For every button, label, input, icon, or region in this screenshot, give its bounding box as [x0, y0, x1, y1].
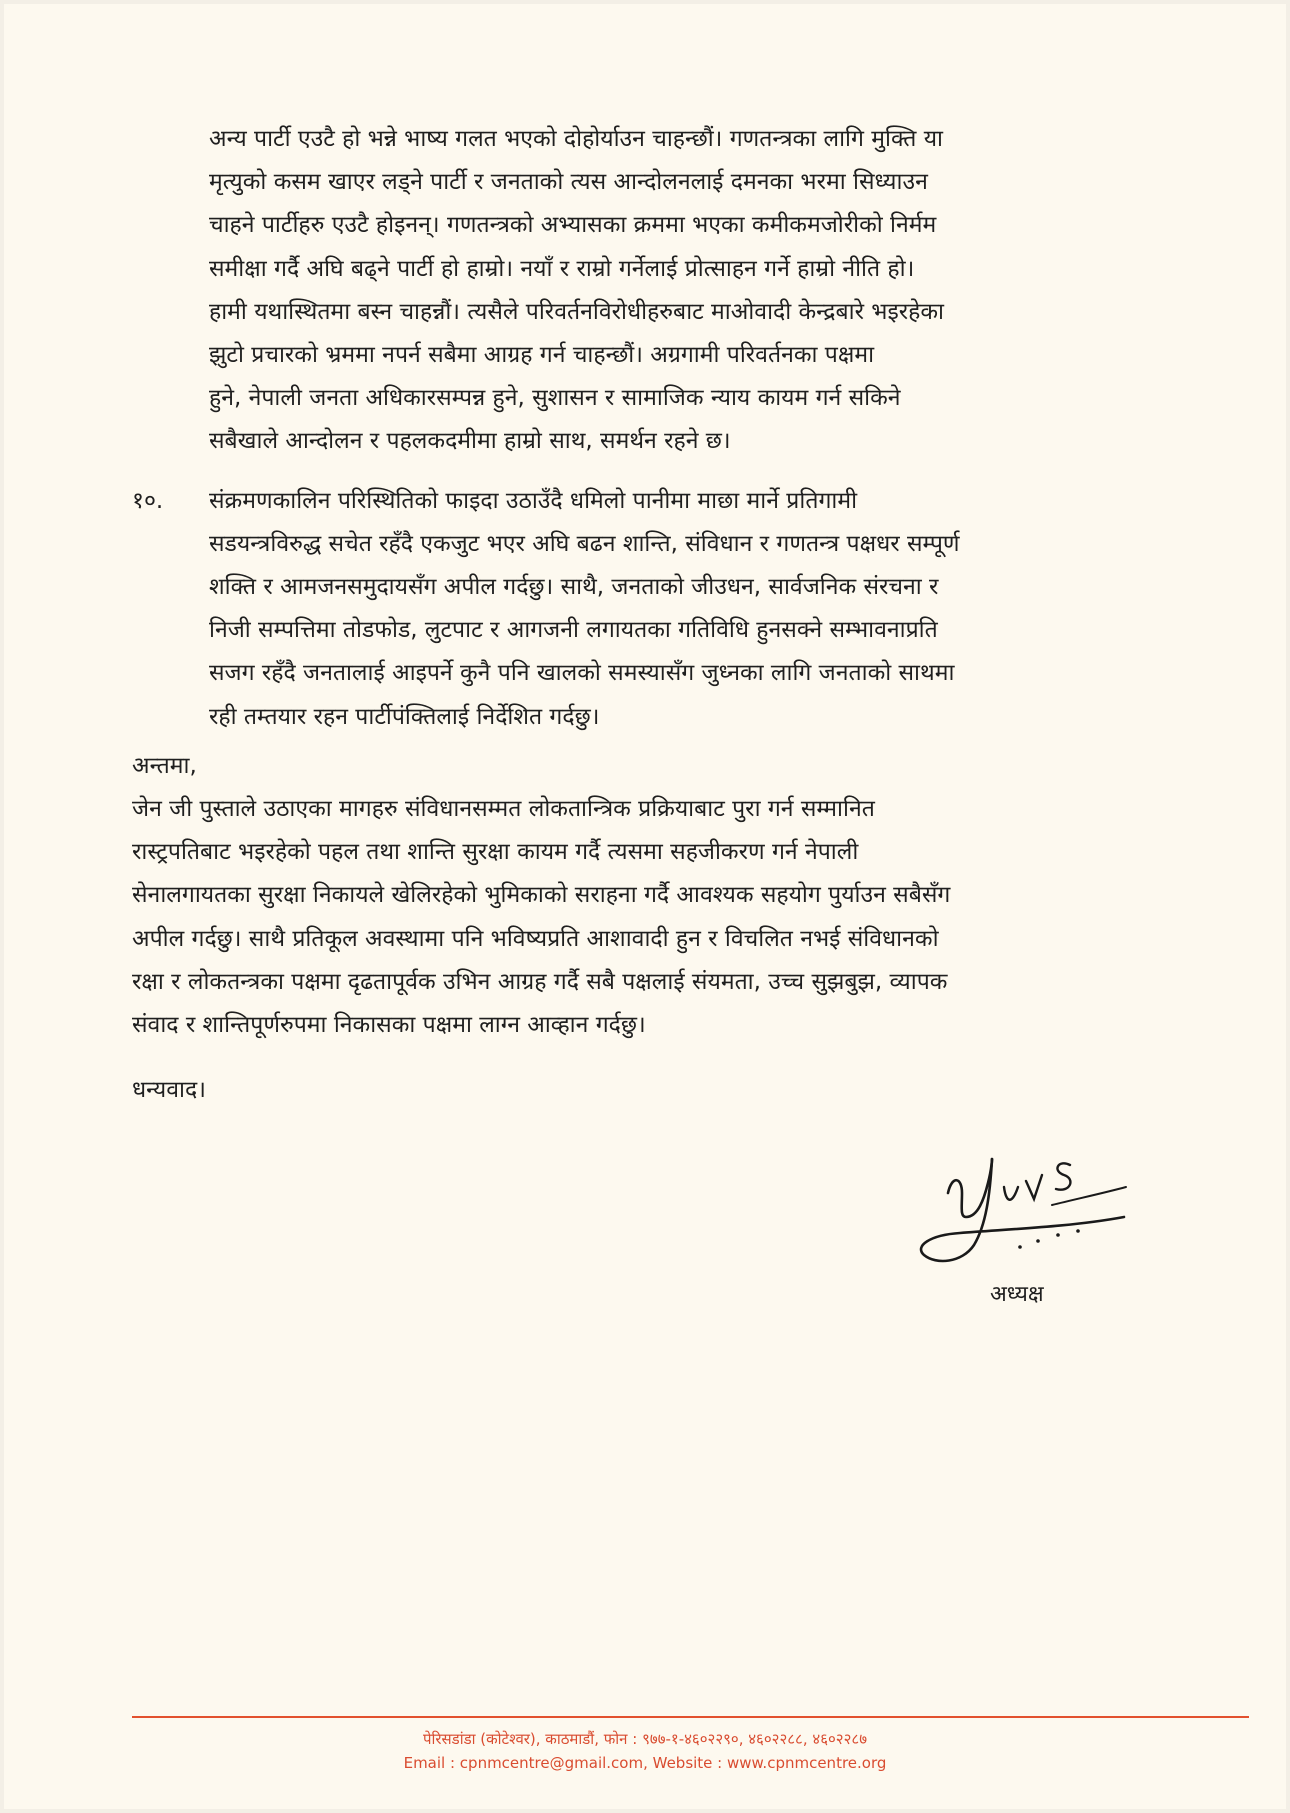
point-number: १०. [132, 487, 164, 514]
numbered-point-10 [132, 480, 1157, 739]
letter-body [132, 118, 1157, 1112]
thanks-text: धन्यवाद। [132, 1077, 206, 1104]
point-text: संक्रमणकालिन परिस्थितिको फाइदा उठाउँदै धमिलो पानीमा माछा मार्ने प्रतिगामी सडयन्त्रविरुद्ध सचेत रहँदै एकजुट भएर अघि बढन शान्ति, संविधान र गणतन्त्र पक्षधर सम्पूर्ण शक्ति र आमजनसमुदायसँग अपील गर्दछु। साथै, जनताको जीउधन, सार्वजनिक संरचना र निजी सम्पत्तिमा तोडफोड, लुटपाट र आगजनी लगायतका गतिविधि हुनसक्ने सम्भावनाप्रति सजग रहँदै जनतालाई आइपर्ने कुनै पनि खालको समस्यासँग जुध्नका लागि जनताको साथमा रही तम्तयार रहन पार्टीपंक्तिलाई निर्देशित गर्दछु। [209, 487, 960, 730]
handwritten-signature [900, 1135, 1155, 1280]
closing-paragraph: जेन जी पुस्ताले उठाएका मागहरु संविधानसम्मत लोकतान्त्रिक प्रक्रियाबाट पुरा गर्न सम्मानित रास्ट्रपतिबाट भइरहेको पहल तथा शान्ति सुरक्षा कायम गर्दै त्यसमा सहजीकरण गर्न नेपाली सेनालगायतका सुरक्षा निकायले खेलिरहेको भुमिकाको सराहना गर्दै आवश्यक सहयोग पुर्याउन सबैसँग अपील गर्दछु। साथै प्रतिकूल अवस्थामा पनि भविष्यप्रति आशावादी हुन र विचलित नभई संविधानको रक्षा र लोकतन्त्रका पक्षमा दृढतापूर्वक उभिन आग्रह गर्दै सबै पक्षलाई संयमता, उच्च सुझबुझ, व्यापक संवाद र शान्तिपूर्णरुपमा निकासका पक्षमा लाग्न आव्हान गर्दछु। [132, 796, 951, 1039]
paragraph-continuation: अन्य पार्टी एउटै हो भन्ने भाष्य गलत भएको दोहोर्याउन चाहन्छौं। गणतन्त्रका लागि मुक्ति या मृत्युको कसम खाएर लड्ने पार्टी र जनताको त्यस आन्दोलनलाई दमनका भरमा सिध्याउन चाहने पार्टीहरु एउटै होइनन्। गणतन्त्रको अभ्यासका क्रममा भएका कमीकमजोरीको निर्मम समीक्षा गर्दै अघि बढ्ने पार्टी हो हाम्रो। नयाँ र राम्रो गर्नेलाई प्रोत्साहन गर्ने हाम्रो नीति हो। हामी यथास्थितमा बस्न चाहन्नौं। त्यसैले परिवर्तनविरोधीहरुबाट माओवादी केन्द्रबारे भइरहेका झुटो प्रचारको भ्रममा नपर्न सबैमा आग्रह गर्न चाहन्छौं। अग्रगामी परिवर्तनका पक्षमा हुने, नेपाली जनता अधिकारसम्पन्न हुने, सुशासन र सामाजिक न्याय कायम गर्न सकिने सबैखाले आन्दोलन र पहलकदमीमा हाम्रो साथ, समर्थन रहने छ। [209, 126, 945, 455]
footer-contact: Email : cpnmcentre@gmail.com, Website : www.cpnmcentre.org [403, 1754, 887, 1772]
closing-label: अन्तमा, [132, 752, 197, 779]
footer-divider [132, 1716, 1249, 1718]
signatory-designation: अध्यक्ष [990, 1282, 1044, 1307]
footer-address: पेरिसडांडा (कोटेश्वर), काठमाडौं, फोन : ९७७-१-४६०२२९०, ४६०२२८८, ४६०२२८७ [422, 1730, 867, 1748]
